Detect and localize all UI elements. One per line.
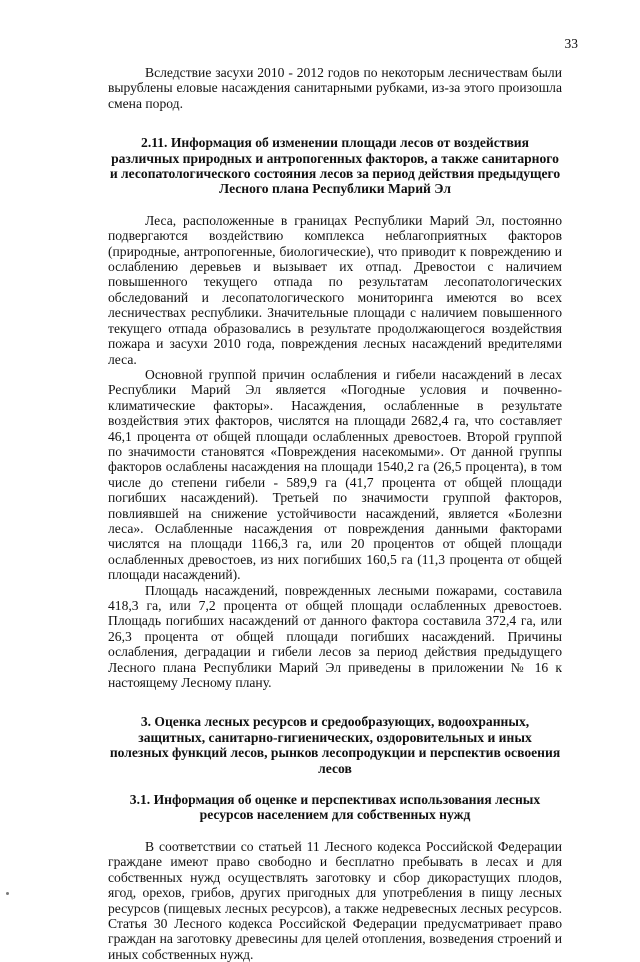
- page-body: [108, 65, 562, 962]
- spacer: [108, 197, 562, 213]
- paragraph-forest-factors: Леса, расположенные в границах Республики Марий Эл, постоянно подвергаются воздействию комплекса неблагоприятных факторов (природные, антропогенные, биологические), что приводит к повреждению и ослаблению деревьев и вызывает их отпад. Древостои с наличием повышенного текущего отпада по результатам лесопатологических обследований и лесопатологического мониторинга имеются во всех лесничествах республики. Значительные площади с наличием повышенного текущего отпада образовались в результате продолжающегося воздействия пожара и засухи 2010 года, повреждения лесных насаждений вредителями леса.: [108, 212, 562, 367]
- heading-line: 3. Оценка лесных ресурсов и средообразующих, водоохранных, защитных, санитарно-гигиенических, оздоровительных и иных полезных функций лесов, рынков лесопродукции и перспектив освоения лесов: [109, 714, 561, 776]
- section-heading-3: [108, 714, 562, 776]
- section-heading-2-11: [108, 135, 562, 197]
- spacer: [108, 823, 562, 839]
- paragraph-forest-code-article: В соответствии со статьей 11 Лесного кодекса Российской Федерации граждане имеют право свободно и бесплатно пребывать в лесах и для собственных нужд осуществлять заготовку и сбор дикорастущих плодов, ягод, орехов, грибов, других пригодных для употребления в пищу лесных ресурсов (пищевых лесных ресурсов), а также недревесных лесных ресурсов. Статья 30 Лесного кодекса Российской Федерации предусматривает право граждан на заготовку древесины для целей отопления, возведения строений и иных собственных нужд.: [108, 838, 562, 962]
- scan-speck: [6, 892, 9, 895]
- page-number: 33: [564, 36, 578, 51]
- spacer: [108, 776, 562, 792]
- heading-line: 2.11. Информация об изменении площади лесов от воздействия различных природных и антропогенных факторов, а также санитарного и лесопатологического состояния лесов за период действия предыдущего Лесного плана Республики Марий Эл: [109, 135, 561, 197]
- paragraph-forest-fires: Площадь насаждений, поврежденных лесными пожарами, составила 418,3 га, или 7,2 процента от общей площади ослабленных древостоев. Площадь погибших насаждений от данного фактора составила 372,4 га, или 26,3 процента от общей площади погибших насаждений. Причины ослабления, деградации и гибели лесов за период действия предыдущего Лесного плана Республики Марий Эл приведены в приложении № 16 к настоящему Лесному плану.: [108, 582, 562, 691]
- paragraph-weakening-causes: Основной группой причин ослабления и гибели насаждений в лесах Республики Марий Эл является «Погодные условия и почвенно-климатические факторы». Насаждения, ослабленные в результате воздействия этих факторов, числятся на площади 2682,4 га, что составляет 46,1 процента от общей площади ослабленных древостоев. Второй группой по значимости становятся «Повреждения насекомыми». От данной группы факторов ослаблены насаждения на площади 1540,2 га (26,5 процента), в том числе до степени гибели - 589,9 га (41,7 процента от общей площади погибших насаждений). Третьей по значимости группой факторов, повлиявшей на снижение устойчивости насаждений, является «Болезни леса». Ослабленные насаждения от повреждения данными факторами числятся на площади 1166,3 га, или 20 процентов от общей площади ослабленных древостоев, из них погибших 160,5 га (11,3 процента от общей площади насаждений).: [108, 366, 562, 583]
- spacer: [108, 111, 562, 135]
- heading-line: 3.1. Информация об оценке и перспективах использования лесных ресурсов населением для собственных нужд: [129, 792, 541, 823]
- paragraph-drought-felling: Вследствие засухи 2010 - 2012 годов по некоторым лесничествам были вырублены еловые насаждения санитарными рубками, из-за этого произошла смена пород.: [108, 65, 562, 111]
- section-heading-3-1: [108, 792, 562, 823]
- spacer: [108, 690, 562, 714]
